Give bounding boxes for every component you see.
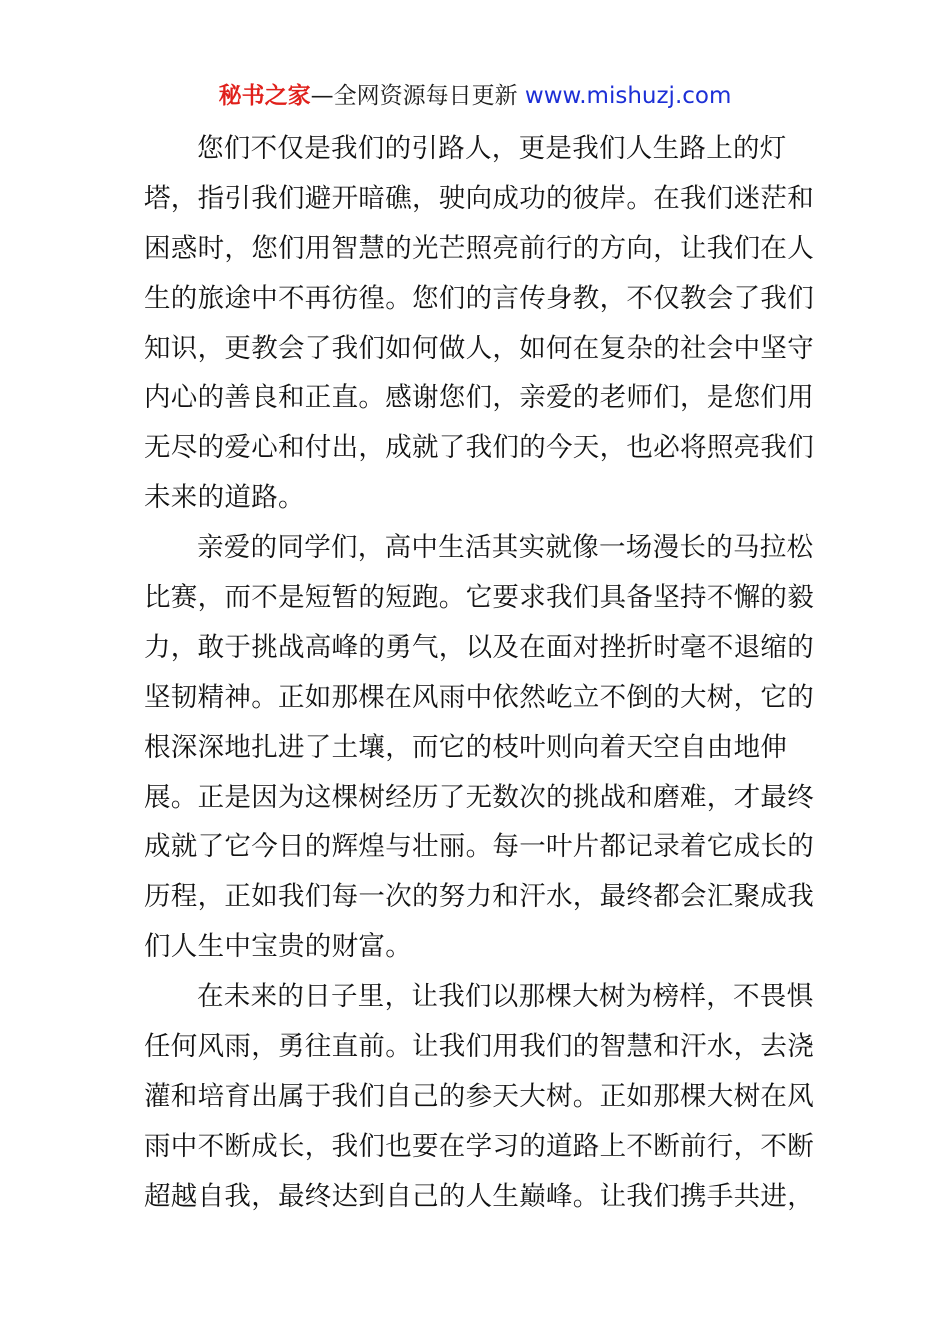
text-line: 内心的善良和正直。感谢您们，亲爱的老师们，是您们用 [144,382,814,414]
text-line: 雨中不断成长，我们也要在学习的道路上不断前行，不断 [144,1130,814,1162]
text-line: 历程，正如我们每一次的努力和汗水，最终都会汇聚成我 [144,881,814,913]
text-line: 们人生中宝贵的财富。 [144,931,412,963]
document-body [144,124,814,1222]
text-line: 您们不仅是我们的引路人，更是我们人生路上的灯 [197,133,787,164]
text-line: 坚韧精神。正如那棵在风雨中依然屹立不倒的大树，它的 [144,681,814,713]
text-line: 任何风雨，勇往直前。让我们用我们的智慧和汗水，去浇 [144,1031,814,1063]
text-line: 亲爱的同学们，高中生活其实就像一场漫长的马拉松 [197,532,814,564]
text-line: 无尽的爱心和付出，成就了我们的今天，也必将照亮我们 [144,432,814,464]
text-line: 比赛，而不是短暂的短跑。它要求我们具备坚持不懈的毅 [144,582,814,614]
text-line: 力，敢于挑战高峰的勇气，以及在面对挫折时毫不退缩的 [144,631,814,663]
text-line: 展。正是因为这棵树经历了无数次的挑战和磨难，才最终 [144,781,814,813]
text-line: 生的旅途中不再彷徨。您们的言传身教，不仅教会了我们 [144,282,814,314]
text-line: 知识，更教会了我们如何做人，如何在复杂的社会中坚守 [144,332,814,364]
page-header [0,80,950,112]
text-line: 超越自我，最终达到自己的人生巅峰。让我们携手共进， [144,1180,814,1212]
text-line: 根深深地扎进了土壤，而它的枝叶则向着天空自由地伸 [144,731,788,763]
header-tagline: —全网资源每日更新 [310,83,518,109]
text-line: 在未来的日子里，让我们以那棵大树为榜样，不畏惧 [197,981,814,1013]
paragraph [144,972,814,1221]
paragraph [144,523,814,972]
text-line: 灌和培育出属于我们自己的参天大树。正如那棵大树在风 [144,1080,814,1112]
text-line: 未来的道路。 [144,482,305,514]
text-line: 困惑时，您们用智慧的光芒照亮前行的方向，让我们在人 [144,232,814,264]
text-line: 塔，指引我们避开暗礁，驶向成功的彼岸。在我们迷茫和 [144,182,814,214]
paragraph [144,124,814,523]
brand-name: 秘书之家 [218,83,311,109]
text-line: 成就了它今日的辉煌与壮丽。每一叶片都记录着它成长的 [144,831,814,863]
website-link[interactable]: www.mishuzj.com [524,83,732,109]
